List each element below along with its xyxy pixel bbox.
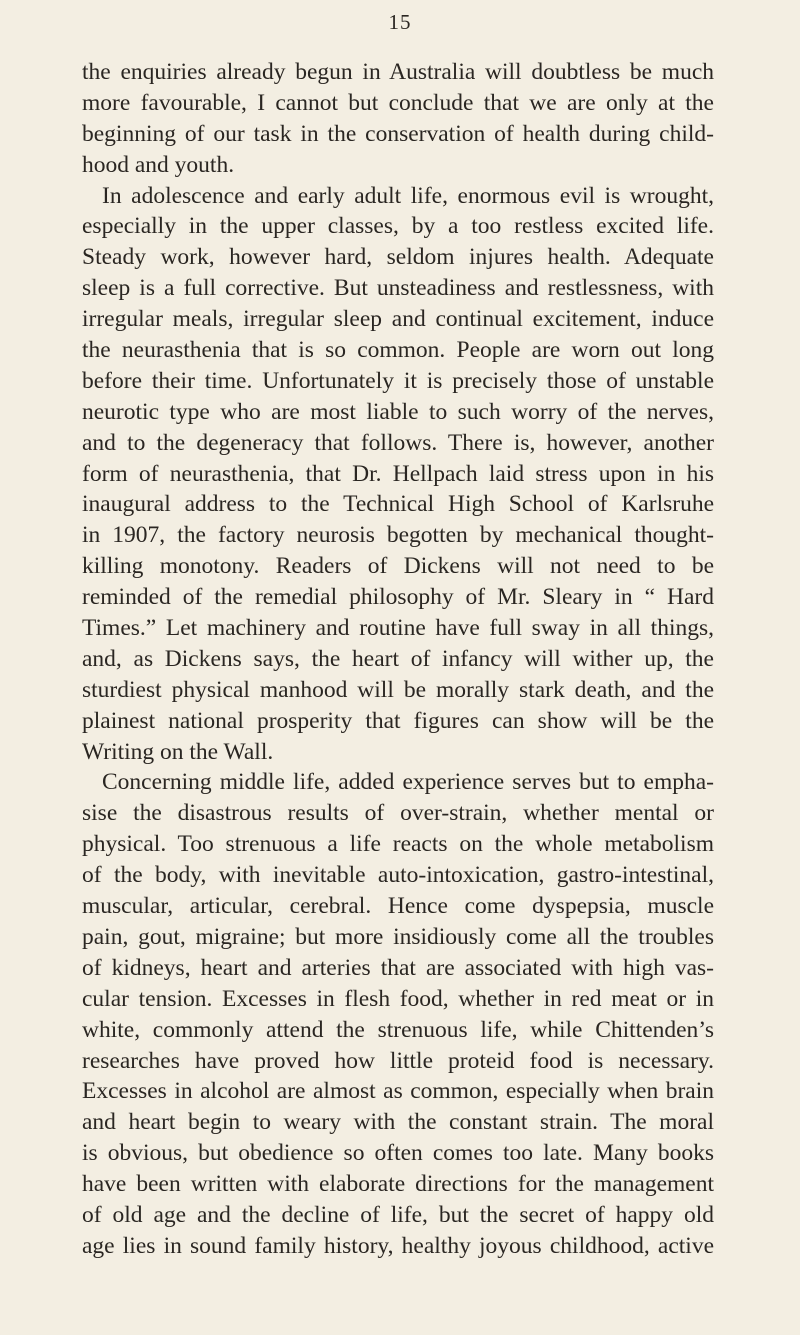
text-line: sleep is a full corrective. But unsteadiness and restlessness, with (82, 275, 714, 302)
text-line: in 1907, the factory neurosis begotten by mechanical thought- (82, 522, 714, 549)
text-line: Steady work, however hard, seldom injures health. Adequate (82, 244, 714, 271)
text-line: researches have proved how little proteid food is necessary. (82, 1047, 714, 1074)
text-line: the enquiries already begun in Australia will doubtless be much (82, 59, 714, 85)
text-line: muscular, articular, cerebral. Hence come dyspepsia, muscle (82, 893, 714, 920)
text-line: Writing on the Wall. (82, 738, 274, 765)
text-line: neurotic type who are most liable to such worry of the nerves, (82, 398, 714, 425)
text-line: Excesses in alcohol are almost as common, especially when brain (82, 1078, 714, 1105)
body-text (82, 57, 714, 1262)
text-line: In adolescence and early adult life, enormous evil is wrought, (102, 182, 714, 209)
text-line: cular tension. Excesses in flesh food, whether in red meat or in (82, 985, 714, 1012)
text-line: of the body, with inevitable auto-intoxication, gastro-intestinal, (82, 862, 714, 889)
text-line: irregular meals, irregular sleep and continual excitement, induce (82, 306, 714, 333)
text-line: age lies in sound family history, healthy joyous childhood, active (82, 1232, 714, 1259)
text-line: plainest national prosperity that figures can show will be the (82, 707, 714, 734)
text-line: physical. Too strenuous a life reacts on the whole metabolism (82, 831, 714, 858)
text-line: is obvious, but obedience so often comes too late. Many books (82, 1140, 714, 1167)
text-line: pain, gout, migraine; but more insidiously come all the troubles (82, 923, 714, 950)
text-line: sise the disastrous results of over-strain, whether mental or (82, 800, 714, 827)
text-line: beginning of our task in the conservation of health during child- (82, 120, 714, 147)
text-line: and to the degeneracy that follows. There is, however, another (82, 429, 714, 456)
text-line: Times.” Let machinery and routine have full sway in all things, (82, 615, 714, 642)
text-line: inaugural address to the Technical High School of Karlsruhe (82, 491, 714, 518)
text-line: more favourable, I cannot but conclude that we are only at the (82, 89, 714, 116)
text-line: of kidneys, heart and arteries that are associated with high vas- (82, 954, 714, 981)
text-line: especially in the upper classes, by a too restless excited life. (82, 213, 714, 240)
text-line: the neurasthenia that is so common. People are worn out long (82, 337, 714, 364)
text-line: have been written with elaborate directions for the management (82, 1171, 714, 1198)
text-line: sturdiest physical manhood will be morally stark death, and the (82, 676, 714, 703)
text-line: before their time. Unfortunately it is precisely those of unstable (82, 367, 714, 394)
text-line: of old age and the decline of life, but the secret of happy old (82, 1201, 714, 1228)
text-line: form of neurasthenia, that Dr. Hellpach laid stress upon in his (82, 460, 714, 487)
text-line: white, commonly attend the strenuous life, while Chittenden’s (82, 1016, 714, 1043)
text-line: and, as Dickens says, the heart of infancy will wither up, the (82, 645, 714, 672)
text-line: killing monotony. Readers of Dickens will not need to be (82, 553, 714, 580)
page-number: 15 (388, 10, 412, 34)
text-line: and heart begin to weary with the constant strain. The moral (82, 1109, 714, 1136)
text-line: hood and youth. (82, 151, 235, 178)
text-line: reminded of the remedial philosophy of Mr. Sleary in “ Hard (82, 584, 714, 611)
text-line: Concerning middle life, added experience serves but to empha- (102, 769, 714, 796)
